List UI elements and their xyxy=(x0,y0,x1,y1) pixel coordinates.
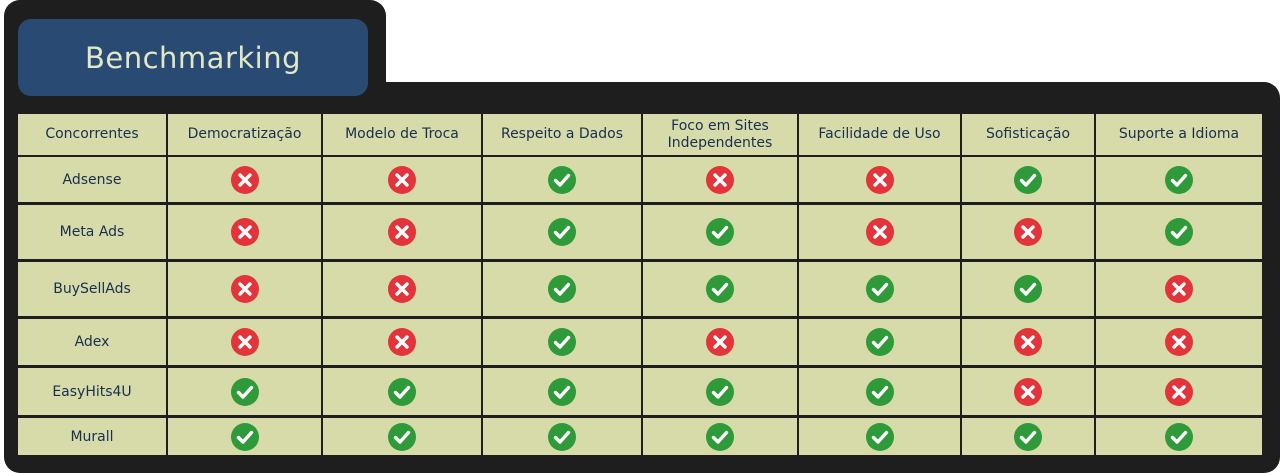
table-cell xyxy=(799,368,960,415)
check-circle-icon xyxy=(1164,422,1194,452)
check-circle-icon xyxy=(547,274,577,304)
table-cell xyxy=(168,205,321,259)
column-header: Democratização xyxy=(168,114,321,155)
check-circle-icon xyxy=(387,377,417,407)
cross-circle-icon xyxy=(1013,377,1043,407)
table-cell xyxy=(323,262,481,316)
competitor-name: Murall xyxy=(18,418,166,455)
table-cell xyxy=(962,157,1094,202)
check-circle-icon xyxy=(1013,422,1043,452)
check-circle-icon xyxy=(865,377,895,407)
table-cell xyxy=(962,418,1094,455)
table-cell xyxy=(483,319,641,365)
cross-circle-icon xyxy=(230,327,260,357)
table-cell xyxy=(799,157,960,202)
check-circle-icon xyxy=(547,377,577,407)
column-header: Foco em Sites Independentes xyxy=(643,114,797,155)
column-header: Sofisticação xyxy=(962,114,1094,155)
check-circle-icon xyxy=(547,422,577,452)
table-cell xyxy=(323,157,481,202)
check-circle-icon xyxy=(865,274,895,304)
table-cell xyxy=(483,157,641,202)
table-cell xyxy=(323,418,481,455)
competitor-name: Meta Ads xyxy=(18,205,166,259)
check-circle-icon xyxy=(1013,274,1043,304)
table-cell xyxy=(483,368,641,415)
check-circle-icon xyxy=(705,422,735,452)
column-header: Concorrentes xyxy=(18,114,166,155)
table-cell xyxy=(483,418,641,455)
column-header: Suporte a Idioma xyxy=(1096,114,1262,155)
column-header: Modelo de Troca xyxy=(323,114,481,155)
table-cell xyxy=(962,368,1094,415)
check-circle-icon xyxy=(547,165,577,195)
title-box xyxy=(18,19,368,96)
table-cell xyxy=(643,418,797,455)
check-circle-icon xyxy=(1164,217,1194,247)
page-title: Benchmarking xyxy=(84,40,302,75)
cross-circle-icon xyxy=(1164,274,1194,304)
table-cell xyxy=(962,319,1094,365)
table-cell xyxy=(323,368,481,415)
check-circle-icon xyxy=(387,422,417,452)
competitor-name: Adsense xyxy=(18,157,166,202)
table-cell xyxy=(1096,157,1262,202)
table-cell xyxy=(1096,262,1262,316)
check-circle-icon xyxy=(547,217,577,247)
table-cell xyxy=(168,368,321,415)
check-circle-icon xyxy=(705,377,735,407)
check-circle-icon xyxy=(1164,165,1194,195)
table-cell xyxy=(643,157,797,202)
table-cell xyxy=(1096,205,1262,259)
cross-circle-icon xyxy=(230,217,260,247)
cross-circle-icon xyxy=(1164,377,1194,407)
table-cell xyxy=(1096,319,1262,365)
competitor-name: Adex xyxy=(18,319,166,365)
table-cell xyxy=(643,205,797,259)
cross-circle-icon xyxy=(387,274,417,304)
check-circle-icon xyxy=(865,327,895,357)
cross-circle-icon xyxy=(865,165,895,195)
table-cell xyxy=(483,262,641,316)
table-cell xyxy=(323,205,481,259)
competitor-name: EasyHits4U xyxy=(18,368,166,415)
cross-circle-icon xyxy=(387,327,417,357)
check-circle-icon xyxy=(547,327,577,357)
cross-circle-icon xyxy=(1013,327,1043,357)
cross-circle-icon xyxy=(865,217,895,247)
table-cell xyxy=(799,205,960,259)
table-cell xyxy=(799,418,960,455)
cross-circle-icon xyxy=(705,165,735,195)
column-header: Respeito a Dados xyxy=(483,114,641,155)
table-cell xyxy=(483,205,641,259)
table-cell xyxy=(643,319,797,365)
cross-circle-icon xyxy=(387,165,417,195)
cross-circle-icon xyxy=(705,327,735,357)
table-cell xyxy=(168,157,321,202)
check-circle-icon xyxy=(705,217,735,247)
table-cell xyxy=(962,262,1094,316)
column-header: Facilidade de Uso xyxy=(799,114,960,155)
check-circle-icon xyxy=(1013,165,1043,195)
check-circle-icon xyxy=(865,422,895,452)
cross-circle-icon xyxy=(230,274,260,304)
table-cell xyxy=(1096,418,1262,455)
table-cell xyxy=(962,205,1094,259)
table-cell xyxy=(1096,368,1262,415)
cross-circle-icon xyxy=(1013,217,1043,247)
table-cell xyxy=(323,319,481,365)
check-circle-icon xyxy=(230,377,260,407)
table-cell xyxy=(168,418,321,455)
cross-circle-icon xyxy=(1164,327,1194,357)
check-circle-icon xyxy=(705,274,735,304)
table-cell xyxy=(168,319,321,365)
table-cell xyxy=(643,368,797,415)
cross-circle-icon xyxy=(387,217,417,247)
check-circle-icon xyxy=(230,422,260,452)
table-cell xyxy=(168,262,321,316)
table-cell xyxy=(643,262,797,316)
table-cell xyxy=(799,319,960,365)
table-cell xyxy=(799,262,960,316)
cross-circle-icon xyxy=(230,165,260,195)
competitor-name: BuySellAds xyxy=(18,262,166,316)
